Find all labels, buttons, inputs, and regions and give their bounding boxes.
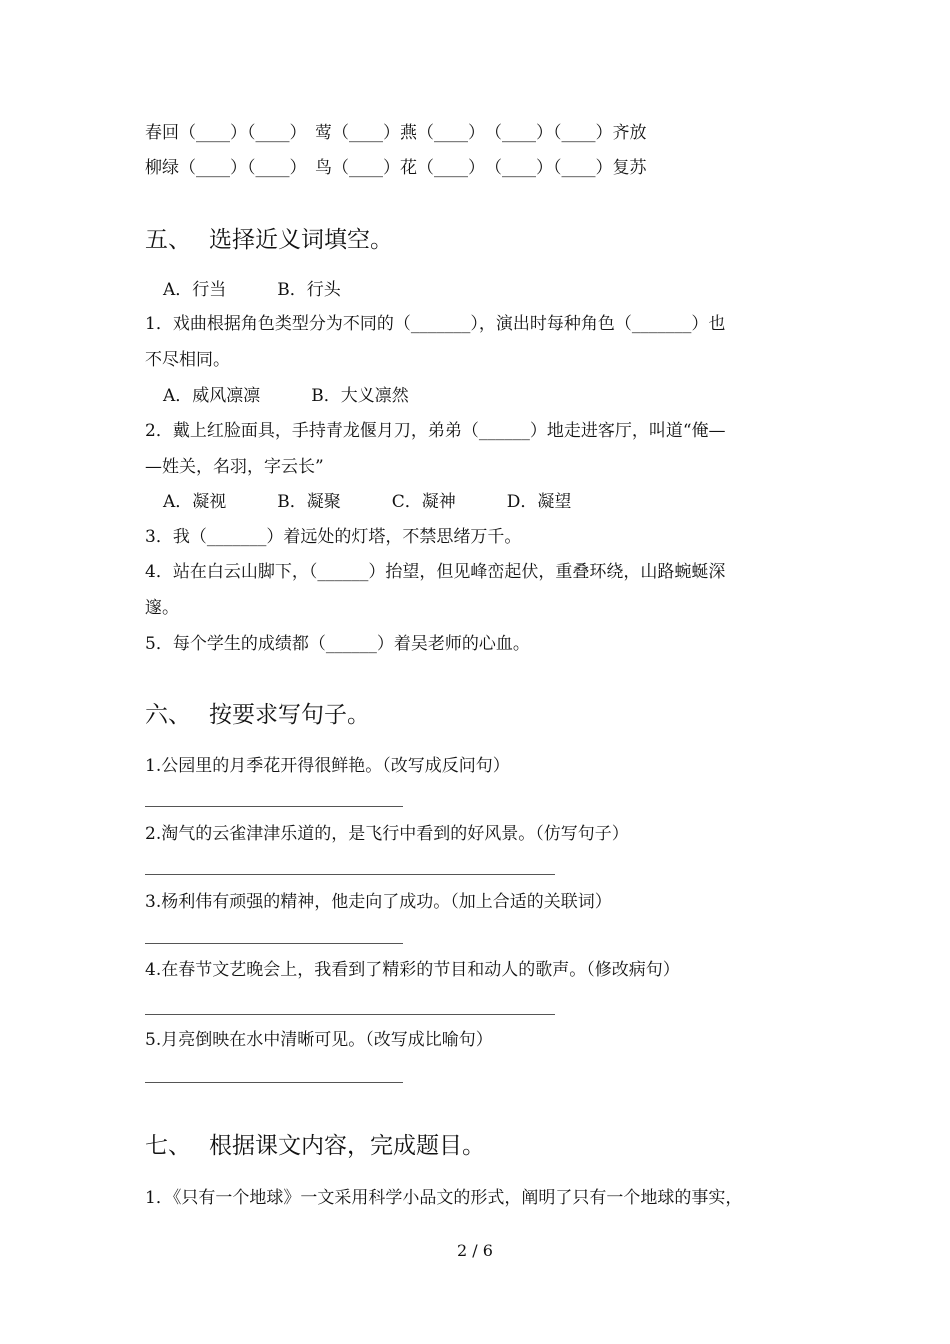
- section-6-heading: [145, 700, 370, 730]
- section-5-heading: [145, 225, 393, 255]
- section-number: 七、: [145, 1133, 191, 1159]
- options-line: A．威风凛凛 B．大义凛然: [163, 386, 409, 406]
- options-line: A．行当 B．行头: [163, 280, 341, 300]
- answer-line[interactable]: [145, 806, 403, 807]
- question-line: 4．站在白云山脚下，（______）抬望，但见峰峦起伏，重叠环绕，山路蜿蜒深: [145, 562, 726, 582]
- section-7-heading: [145, 1131, 485, 1161]
- answer-line[interactable]: [145, 874, 555, 875]
- task-prompt: 3.杨利伟有顽强的精神，他走向了成功。（加上合适的关联词）: [145, 892, 612, 912]
- section-number: 六、: [145, 702, 191, 728]
- page-number: 2 / 6: [457, 1241, 493, 1260]
- fill-row: 春回（____）（____） 莺（____）燕（____） （____）（____）齐放: [145, 123, 647, 143]
- answer-line[interactable]: [145, 1014, 555, 1015]
- question-line: 1．戏曲根据角色类型分为不同的（_______），演出时每种角色（_______）也: [145, 314, 726, 334]
- options-line: A．凝视 B．凝聚 C．凝神 D．凝望: [163, 492, 572, 512]
- question-line: 1．《只有一个地球》一文采用科学小品文的形式，阐明了只有一个地球的事实，: [145, 1188, 743, 1208]
- task-prompt: 2.淘气的云雀津津乐道的，是飞行中看到的好风景。（仿写句子）: [145, 824, 629, 844]
- section-title: 选择近义词填空。: [209, 227, 393, 253]
- task-prompt: 5.月亮倒映在水中清晰可见。（改写成比喻句）: [145, 1030, 493, 1050]
- task-prompt: 4.在春节文艺晚会上，我看到了精彩的节目和动人的歌声。（修改病句）: [145, 960, 680, 980]
- section-number: 五、: [145, 227, 191, 253]
- section-title: 根据课文内容，完成题目。: [209, 1133, 485, 1159]
- question-line: 不尽相同。: [145, 350, 230, 370]
- question-line: 3．我（_______）着远处的灯塔，不禁思绪万千。: [145, 527, 522, 547]
- question-line: —姓关，名羽，字云长”: [145, 457, 324, 477]
- task-prompt: 1.公园里的月季花开得很鲜艳。（改写成反问句）: [145, 756, 510, 776]
- question-line: 2．戴上红脸面具，手持青龙偃月刀，弟弟（______）地走进客厅，叫道“俺—: [145, 421, 726, 441]
- question-line: 邃。: [145, 598, 179, 618]
- section-title: 按要求写句子。: [209, 702, 370, 728]
- fill-row: 柳绿（____）（____） 鸟（____）花（____） （____）（____）复苏: [145, 158, 647, 178]
- question-line: 5．每个学生的成绩都（______）着吴老师的心血。: [145, 634, 530, 654]
- answer-line[interactable]: [145, 1082, 403, 1083]
- answer-line[interactable]: [145, 943, 403, 944]
